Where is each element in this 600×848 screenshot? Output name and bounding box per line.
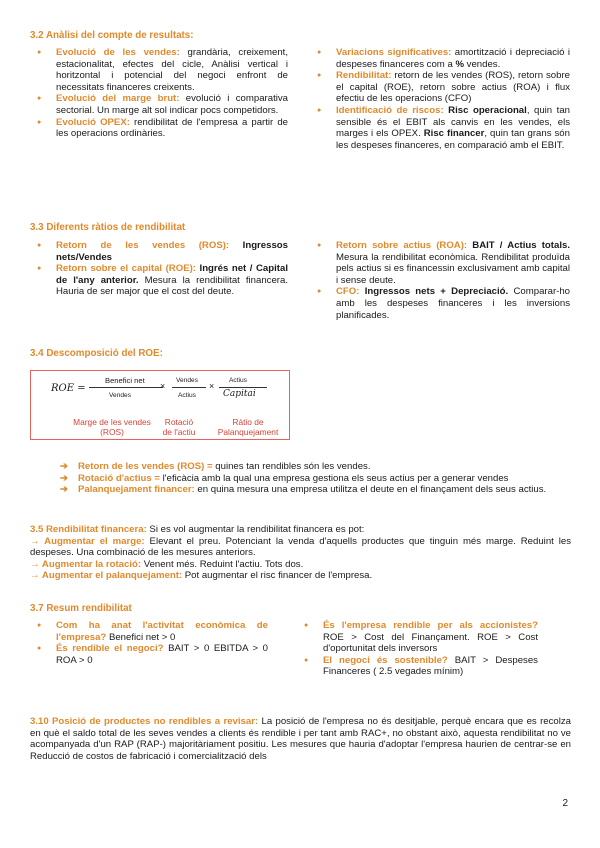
roe-label: ROE =: [51, 383, 86, 394]
list-item: ➔ Palanquejament financer: en quina mesura una empresa utilitza el deute en el finançament dels seus actius.: [60, 484, 547, 496]
s32-left-column: [30, 47, 288, 140]
section-3-10: 3.10 Posició de productes no rendibles a revisar: La posició de l'empresa no és desitjable, perquè encara que es recolza en què el saldo total de les seves vendes a clients és rendible i per tant amb RAC+, no obstant això, aquesta rendibilitat no ve acompanyada d'un RAP (RAP-) majoritàriament positiu. Les mesures que hauria d'adoptar l'empresa haurien de centrar-se en Reducció de costos de fabricació i comercialització dels: [30, 716, 571, 762]
formula-numerator-3: Actius: [229, 377, 247, 384]
list-item: ● Com ha anat l'activitat econòmica de l'empresa? Benefici net > 0: [30, 620, 268, 643]
list-item: ● Retorn sobre actius (ROA): BAIT / Actius totals. Mesura la rendibilitat econòmica. Rendibilitat produïda pels actius si es financessin exclusivament amb capital i sense deute.: [310, 240, 570, 286]
list-item: → Augmentar la rotació: Venent més. Reduint l'actiu. Tots dos.: [30, 558, 304, 570]
list-item: ● Rendibilitat: retorn de les vendes (ROS), retorn sobre el capital (ROE), retorn sobre actius (ROA) i flux efectiu de les operacions (CFO): [310, 70, 570, 105]
s33-right-column: [310, 240, 570, 321]
section-heading-3-4: 3.4 Descomposició del ROE:: [30, 348, 163, 359]
list-item: → Augmentar el marge: Elevant el preu. Potenciant la venda d'aquells productes que tinguin més marge. Reduint les despeses. Una combinació de les mesures anteriors.: [30, 535, 571, 559]
s32-right-column: [310, 47, 570, 151]
section-heading-3-7: 3.7 Resum rendibilitat: [30, 603, 132, 614]
list-item: ● És rendible el negoci? BAIT > 0 EBITDA > 0 ROA > 0: [30, 643, 268, 666]
page-number: 2: [562, 798, 568, 809]
fraction-bar-2: [172, 387, 206, 388]
roe-arrow-list: [60, 461, 571, 496]
list-item: ● Identificació de riscos: Risc operacional, quin tan sensible és el EBIT als canvis en les vendes, els marges i els OPEX. Risc financer, quin tan grans són les despeses financeres, en comparació amb el EBIT.: [310, 105, 570, 151]
times-sign-1: ×: [160, 381, 166, 391]
label-rotacio-actiu: Rotació de l'actiu: [162, 417, 196, 437]
list-item: ● Evolució de les vendes: grandària, creixement, estacionalitat, efectes del cicle, Anàlisi vertical i horitzontal i potencial del negoci enfront de necessitats financeres creixents.: [30, 47, 288, 93]
s33-left-column: [30, 240, 288, 298]
list-item: ➔ Rotació d'actius = l'eficàcia amb la qual una empresa gestiona els seus actius per a generar vendes: [60, 472, 509, 484]
section-3-5: 3.5 Rendibilitat financera: Si es vol augmentar la rendibilitat financera es pot: → Augmentar el marge: Elevant el preu. Potenciant la venda d'aquells productes que tinguin més marge. Reduint les despeses. Una combinació de les mesures anteriors. → Augmentar la rotació: Venent més. Reduint l'actiu. Tots dos. → Augmentar el palanquejament: Pot augmentar el risc financer de l'empresa.: [30, 524, 571, 582]
s37-left-column: [30, 620, 268, 666]
section-heading-3-5: 3.5 Rendibilitat financera:: [30, 524, 147, 535]
list-item: → Augmentar el palanquejament: Pot augmentar el risc financer de l'empresa.: [30, 570, 373, 582]
list-item: ● Variacions significatives: amortització i depreciació i despeses financeres com a % vendes.: [310, 47, 570, 70]
formula-denominator-3: Capitai: [223, 389, 256, 399]
list-item: ● Retorn sobre el capital (ROE): Ingrés net / Capital de l'any anterior. Mesura la rendibilitat financera. Hauria de ser major que el cost del deute.: [30, 263, 288, 298]
list-item: ● És l'empresa rendible per als accionistes? ROE > Cost del Finançament. ROE > Cost d'oportunitat dels inversors: [297, 620, 538, 655]
fraction-bar-3: [219, 387, 267, 388]
formula-denominator-1: Vendes: [109, 392, 131, 399]
list-item: ➔ Retorn de les vendes (ROS) = quines tan rendibles són les vendes.: [60, 461, 371, 472]
formula-numerator-1: Benefici net: [105, 376, 145, 385]
section-heading-3-10: 3.10 Posició de productes no rendibles a revisar:: [30, 716, 259, 727]
list-item: ● Retorn de les vendes (ROS): Ingressos nets/Vendes: [30, 240, 288, 263]
s37-right-column: [297, 620, 538, 678]
section-heading-3-2: 3.2 Anàlisi del compte de resultats:: [30, 30, 194, 41]
fraction-bar-1: [89, 387, 163, 388]
list-item: ● Evolució OPEX: rendibilitat de l'empresa a partir de les operacions ordinàries.: [30, 117, 288, 140]
list-item: ● El negoci és sostenible? BAIT > Despeses Financeres ( 2.5 vegades mínim): [297, 655, 538, 678]
times-sign-2: ×: [209, 381, 215, 391]
section-heading-3-3: 3.3 Diferents ràtios de rendibilitat: [30, 222, 186, 233]
list-item: ● Evolució del marge brut: evolució i comparativa sectorial. Un marge alt sol indicar pocs competidors.: [30, 93, 288, 116]
formula-numerator-2: Vendes: [176, 377, 198, 384]
label-ratio-palanquejament: Ràtio de Palanquejament: [217, 417, 279, 437]
label-marge-vendes: Marge de les vendes (ROS): [73, 417, 151, 437]
formula-denominator-2: Actius: [178, 392, 196, 399]
roe-formula-box: [30, 370, 290, 440]
list-item: ● CFO: Ingressos nets + Depreciació. Comparar-ho amb les despeses financeres i les inversions planificades.: [310, 286, 570, 321]
